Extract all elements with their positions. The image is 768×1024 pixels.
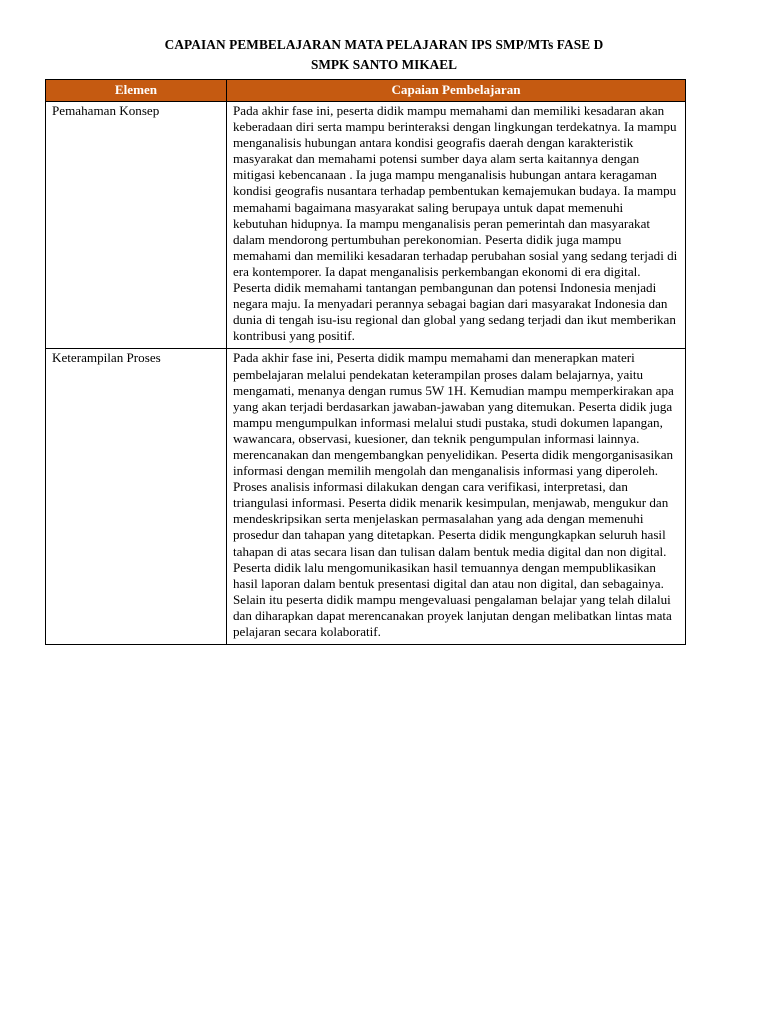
table-row xyxy=(46,102,686,349)
elemen-cell: Keterampilan Proses xyxy=(46,349,227,645)
header-elemen: Elemen xyxy=(46,80,227,102)
table-header-row xyxy=(46,80,686,102)
document-title: CAPAIAN PEMBELAJARAN MATA PELAJARAN IPS SMP/MTs FASE D xyxy=(164,37,604,52)
school-name: SMPK SANTO MIKAEL xyxy=(310,57,458,72)
header-capaian: Capaian Pembelajaran xyxy=(227,80,686,102)
capaian-cell: Pada akhir fase ini, Peserta didik mampu memahami dan menerapkan materi pembelajaran melalui pendekatan keterampilan proses dalam belajarnya, yaitu mengamati, menanya dengan rumus 5W 1H. Kemudian mampu memperkirakan apa yang akan terjadi berdasarkan jawaban-jawaban yang ditemukan. Peserta didik juga mampu mengumpulkan informasi melalui studi pustaka, studi dokumen lapangan, wawancara, observasi, kuesioner, dan teknik pengumpulan informasi lainnya. merencanakan dan mengembangkan penyelidikan. Peserta didik mengorganisasikan informasi dengan memilih mengolah dan menganalisis informasi yang diperoleh. Proses analisis informasi dilakukan dengan cara verifikasi, interpretasi, dan triangulasi informasi. Peserta didik menarik kesimpulan, menjawab, mengukur dan mendeskripsikan serta menjelaskan permasalahan yang ada dengan memenuhi prosedur dan tahapan yang ditetapkan. Peserta didik mengungkapkan seluruh hasil tahapan di atas secara lisan dan tulisan dalam bentuk media digital dan non digital. Peserta didik lalu mengomunikasikan hasil temuannya dengan mempublikasikan hasil laporan dalam bentuk presentasi digital dan atau non digital, dan sebagainya. Selain itu peserta didik mampu mengevaluasi pengalaman belajar yang telah dilalui dan diharapkan dapat merencanakan proyek lanjutan dengan melibatkan lintas mata pelajaran secara kolaboratif. xyxy=(227,349,686,645)
table-row xyxy=(46,349,686,645)
capaian-table xyxy=(45,79,686,645)
elemen-cell: Pemahaman Konsep xyxy=(46,102,227,349)
capaian-cell: Pada akhir fase ini, peserta didik mampu memahami dan memiliki kesadaran akan keberadaan diri serta mampu berinteraksi dengan lingkungan terdekatnya. Ia mampu menganalisis hubungan antara kondisi geografis daerah dengan karakteristik masyarakat dan memahami potensi sumber daya alam serta kaitannya dengan mitigasi kebencanaan . Ia juga mampu menganalisis hubungan antara keragaman kondisi geografis nusantara terhadap pembentukan kemajemukan budaya. Ia mampu memahami bagaimana masyarakat saling berupaya untuk dapat memenuhi kebutuhan hidupnya. Ia mampu menganalisis peran pemerintah dan masyarakat dalam mendorong pertumbuhan perekonomian. Peserta didik juga mampu memahami dan memiliki kesadaran terhadap perubahan sosial yang sedang terjadi di era kontemporer. Ia dapat menganalisis perkembangan ekonomi di era digital. Peserta didik memahami tantangan pembangunan dan potensi Indonesia menjadi negara maju. Ia menyadari perannya sebagai bagian dari masyarakat Indonesia dan dunia di tengah isu-isu regional dan global yang sedang terjadi dan ikut memberikan kontribusi yang positif. xyxy=(227,102,686,349)
